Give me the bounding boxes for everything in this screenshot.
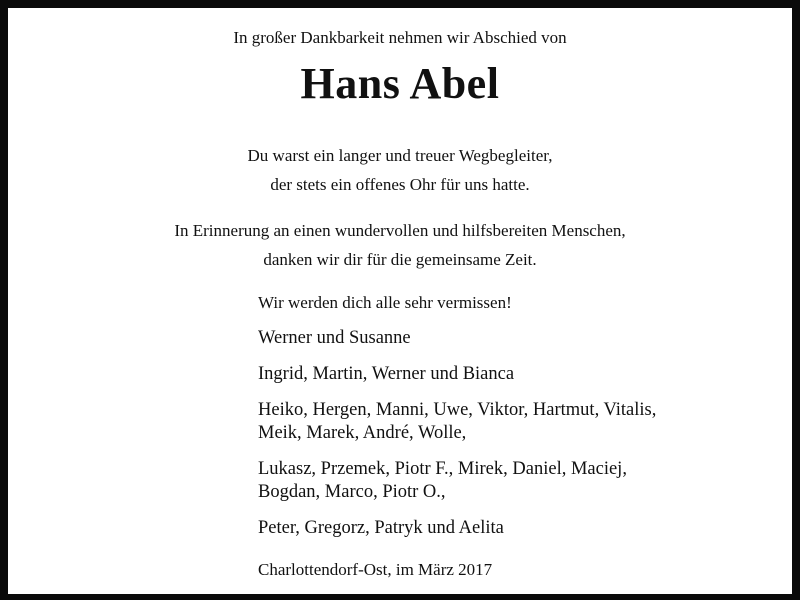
verse-1-line-1: Du warst ein langer und treuer Wegbegleiter, bbox=[247, 146, 553, 165]
signer-line: Ingrid, Martin, Werner und Bianca bbox=[258, 364, 515, 384]
signer-group bbox=[258, 517, 656, 540]
signer-line: Lukasz, Przemek, Piotr F., Mirek, Daniel, Maciej, bbox=[258, 459, 627, 479]
deceased-name: Hans Abel bbox=[300, 59, 500, 108]
verse-1-line-2: der stets ein offenes Ohr für uns hatte. bbox=[270, 175, 530, 194]
signer-line: Meik, Marek, André, Wolle, bbox=[258, 423, 467, 443]
signer-line: Heiko, Hergen, Manni, Uwe, Viktor, Hartmut, Vitalis, bbox=[258, 400, 657, 420]
place-date: Charlottendorf-Ost, im März 2017 bbox=[258, 560, 493, 579]
signer-line: Peter, Gregorz, Patryk und Aelita bbox=[258, 518, 504, 538]
signer-group bbox=[258, 399, 656, 445]
signer-group bbox=[258, 327, 656, 350]
signer-group bbox=[258, 363, 656, 386]
verse-2-line-1: In Erinnerung an einen wundervollen und hilfsbereiten Menschen, bbox=[174, 221, 626, 240]
signers-list bbox=[258, 327, 656, 553]
intro-line: In großer Dankbarkeit nehmen wir Abschied von bbox=[233, 28, 567, 47]
farewell-line: Wir werden dich alle sehr vermissen! bbox=[258, 293, 512, 312]
verse-2-line-2: danken wir dir für die gemeinsame Zeit. bbox=[263, 250, 537, 269]
signer-line: Werner und Susanne bbox=[258, 328, 411, 348]
signer-group bbox=[258, 458, 656, 504]
signer-line: Bogdan, Marco, Piotr O., bbox=[258, 482, 446, 502]
